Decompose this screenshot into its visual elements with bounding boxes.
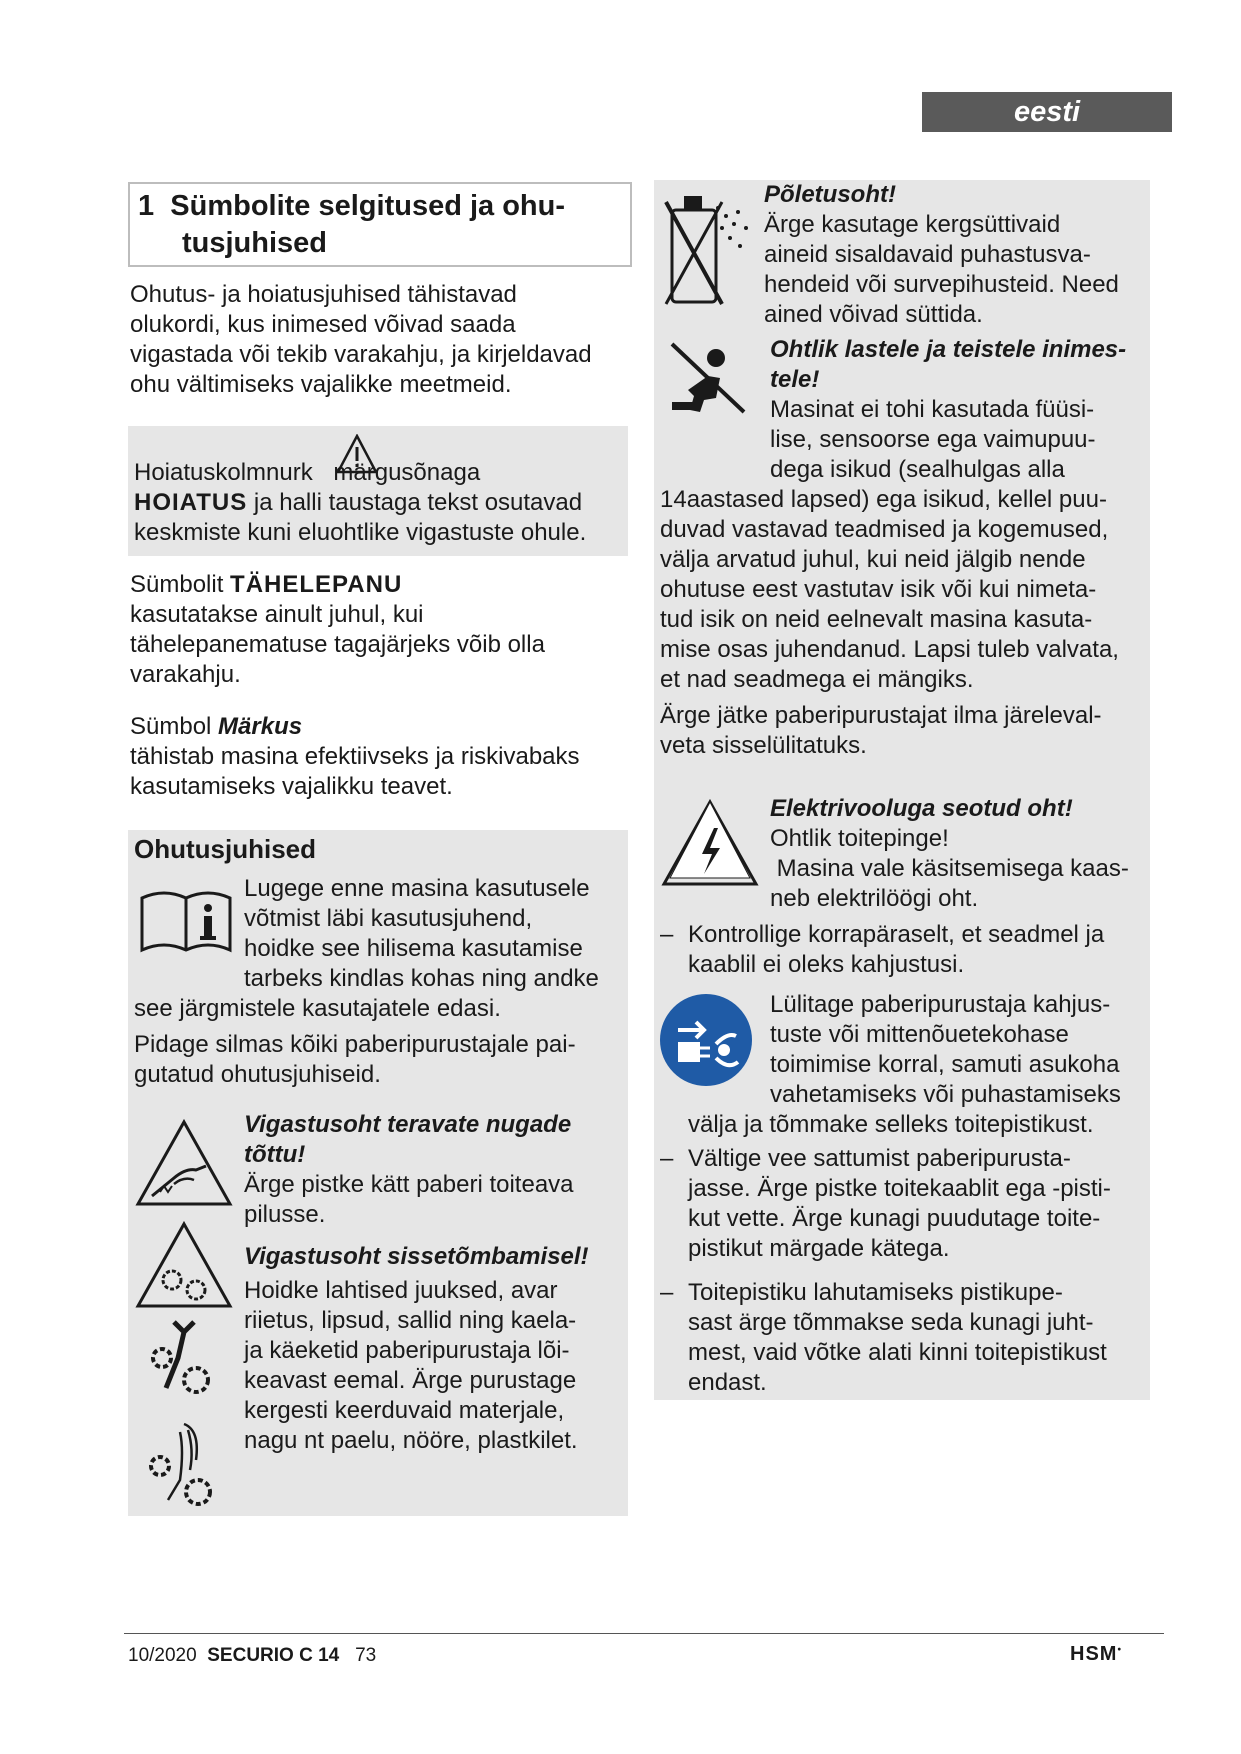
pull-line: Hoidke lahtised juuksed, avar	[244, 1277, 558, 1304]
fire-line: Ärge kasutage kergsüttivaid	[764, 211, 1061, 238]
bullet-check-cable	[660, 920, 1148, 980]
children-line: mise osas juhendanud. Lapsi tuleb valvata,	[660, 636, 1119, 663]
gear-pull-hazard-icon	[134, 1220, 234, 1310]
electric-line: Ohtlik toitepinge!	[770, 825, 949, 852]
electric-line: Masina vale käsitsemisega kaas-	[770, 855, 1129, 882]
children-hazard-title-cont: tele!	[770, 366, 820, 393]
bullet-line: endast.	[688, 1369, 767, 1396]
pull-line: ja käeketid paberipurustaja lõi-	[244, 1337, 570, 1364]
warning-text-cont: märgusõnaga	[333, 459, 481, 486]
electric-hazard-title: Elektrivooluga seotud oht!	[770, 795, 1073, 822]
unattended-line: Ärge jätke paberipurustajat ilma järeleval-	[660, 702, 1102, 729]
note-keyword: Märkus	[218, 713, 303, 740]
manual-line: tarbeks kindlas kohas ning andke	[244, 965, 599, 992]
footer-model: SECURIO C 14	[207, 1645, 340, 1666]
children-line: Masinat ei tohi kasutada füüsi-	[770, 396, 1095, 423]
section-title-line1: Sümbolite selgitused ja ohu-	[170, 190, 566, 222]
knife-line: Ärge pistke kätt paberi toiteava	[244, 1171, 574, 1198]
manual-line: hoidke see hilisema kasutamise	[244, 935, 583, 962]
bullet-plug	[660, 1278, 1148, 1398]
page-number: 73	[355, 1645, 377, 1666]
bullet-line: Kontrollige korrapäraselt, et seadmel ja	[688, 921, 1105, 948]
bullet-line: kut vette. Ärge kunagi puudutage toite-	[688, 1205, 1101, 1232]
bullet-line: pistikut märgade kätega.	[688, 1235, 950, 1262]
section-number: 1	[138, 190, 155, 222]
hand-cut-hazard-icon	[134, 1118, 234, 1208]
intro-line: ohu vältimiseks vajalikke meetmeid.	[130, 371, 512, 398]
bullet-dash: –	[660, 1279, 674, 1306]
warning-keyword: HOIATUS	[134, 489, 248, 516]
unplug-line: toimimise korral, samuti asukoha	[770, 1051, 1120, 1078]
section-title	[130, 184, 630, 262]
warning-text: keskmiste kuni eluohtlike vigastuste ohule.	[134, 519, 587, 546]
warning-text: Hoiatuskolmnurk	[134, 459, 320, 486]
children-line: välja arvatud juhul, kui neid jälgib nende	[660, 546, 1086, 573]
knife-hazard-title-cont: tõttu!	[244, 1141, 306, 1168]
safety-section	[128, 830, 628, 1516]
manual-line: Lugege enne masina kasutusele	[244, 875, 590, 902]
book-info-icon	[138, 886, 234, 956]
children-line: et nad seadmega ei mängiks.	[660, 666, 974, 693]
observe-line: Pidage silmas kõiki paberipurustajale pai-	[134, 1031, 576, 1058]
pull-line: keavast eemal. Ärge purustage	[244, 1367, 577, 1394]
intro-line: Ohutus- ja hoiatusjuhised tähistavad	[130, 281, 517, 308]
attention-line: kasutatakse ainult juhul, kui	[130, 601, 424, 628]
attention-line: tähelepanematuse tagajärjeks võib olla	[130, 631, 545, 658]
note-paragraph	[130, 712, 630, 802]
fire-line: ained võivad süttida.	[764, 301, 983, 328]
observe-line: gutatud ohutusjuhiseid.	[134, 1061, 381, 1088]
intro-paragraph	[130, 280, 630, 400]
electric-line: neb elektrilöögi oht.	[770, 885, 979, 912]
pull-line: kergesti keerduvaid materjale,	[244, 1397, 565, 1424]
knife-line: pilusse.	[244, 1201, 326, 1228]
children-hazard-title: Ohtlik lastele ja teistele inimes-	[770, 336, 1127, 363]
safety-heading: Ohutusjuhised	[134, 834, 316, 864]
bullet-line: kaablil ei oleks kahjustusi.	[688, 951, 965, 978]
pull-line: nagu nt paelu, nööre, plastkilet.	[244, 1427, 578, 1454]
unplug-line: vahetamiseks või puhastamiseks	[770, 1081, 1121, 1108]
bullet-dash: –	[660, 921, 674, 948]
warning-box	[128, 426, 628, 556]
fire-line: aineid sisaldavaid puhastusva-	[764, 241, 1091, 268]
brand-name: HSM	[1070, 1643, 1118, 1665]
pull-hazard-title: Vigastusoht sissetõmbamisel!	[244, 1243, 589, 1270]
section-title-line2: tusjuhised	[182, 227, 328, 259]
hair-gears-icon	[144, 1420, 224, 1510]
attention-keyword: TÄHELEPANU	[230, 571, 403, 598]
children-line: duvad vastavad teadmised ja kogemused,	[660, 516, 1109, 543]
unplug-line: tuste või mittenõuetekohase	[770, 1021, 1069, 1048]
children-line: dega isikud (sealhulgas alla	[770, 456, 1065, 483]
footer-rule	[124, 1633, 1164, 1634]
electric-hazard-icon	[660, 798, 760, 888]
bullet-line: jasse. Ärge pistke toitekaablit ega -pisti-	[688, 1175, 1111, 1202]
bullet-water	[660, 1144, 1148, 1264]
bullet-line: Toitepistiku lahutamiseks pistikupe-	[688, 1279, 1063, 1306]
footer-date: 10/2020	[128, 1645, 197, 1666]
pull-line: riietus, lipsud, sallid ning kaela-	[244, 1307, 577, 1334]
children-line: lise, sensoorse ega vaimupuu-	[770, 426, 1096, 453]
children-prohibited-icon	[668, 340, 748, 416]
attention-prefix: Sümbolit	[130, 571, 231, 598]
bullet-line: sast ärge tõmmakse seda kunagi juht-	[688, 1309, 1094, 1336]
section-title-box	[128, 182, 632, 267]
footer	[128, 1645, 376, 1667]
bullet-line: mest, vaid võtke alati kinni toitepistikust	[688, 1339, 1107, 1366]
manual-line: see järgmistele kasutajatele edasi.	[134, 995, 501, 1022]
brand-logo: HSM•	[1070, 1643, 1122, 1665]
intro-line: vigastada või tekib varakahju, ja kirjeldavad	[130, 341, 592, 368]
children-line: 14aastased lapsed) ega isikud, kellel puu-	[660, 486, 1107, 513]
language-tag: eesti	[922, 92, 1172, 132]
note-prefix: Sümbol	[130, 713, 219, 740]
intro-line: olukordi, kus inimesed võivad saada	[130, 311, 516, 338]
children-line: tud isik on neid eelnevalt masina kasuta-	[660, 606, 1093, 633]
attention-line: varakahju.	[130, 661, 241, 688]
warning-text: ja halli taustaga tekst osutavad	[247, 489, 583, 516]
children-line: ohutuse eest vastutav isik või kui nimeta-	[660, 576, 1097, 603]
note-line: tähistab masina efektiivseks ja riskivabaks	[130, 743, 580, 770]
bullet-dash: –	[660, 1145, 674, 1172]
fire-hazard-title: Põletusoht!	[764, 181, 896, 208]
unplug-mandatory-icon	[658, 992, 754, 1088]
attention-paragraph	[130, 570, 630, 690]
spray-can-prohibited-icon	[660, 188, 760, 308]
unplug-line: välja ja tõmmake selleks toitepistikust.	[688, 1111, 1094, 1138]
unattended-line: veta sisselülitatuks.	[660, 732, 867, 759]
fire-line: hendeid või survepihusteid. Need	[764, 271, 1119, 298]
unplug-line: Lülitage paberipurustaja kahjus-	[770, 991, 1111, 1018]
manual-line: võtmist läbi kasutusjuhend,	[244, 905, 533, 932]
bullet-line: Vältige vee sattumist paberipurusta-	[688, 1145, 1071, 1172]
knife-hazard-title: Vigastusoht teravate nugade	[244, 1111, 572, 1138]
right-safety-column	[654, 180, 1150, 1400]
note-line: kasutamiseks vajalikku teavet.	[130, 773, 453, 800]
tie-gears-icon	[144, 1318, 224, 1408]
